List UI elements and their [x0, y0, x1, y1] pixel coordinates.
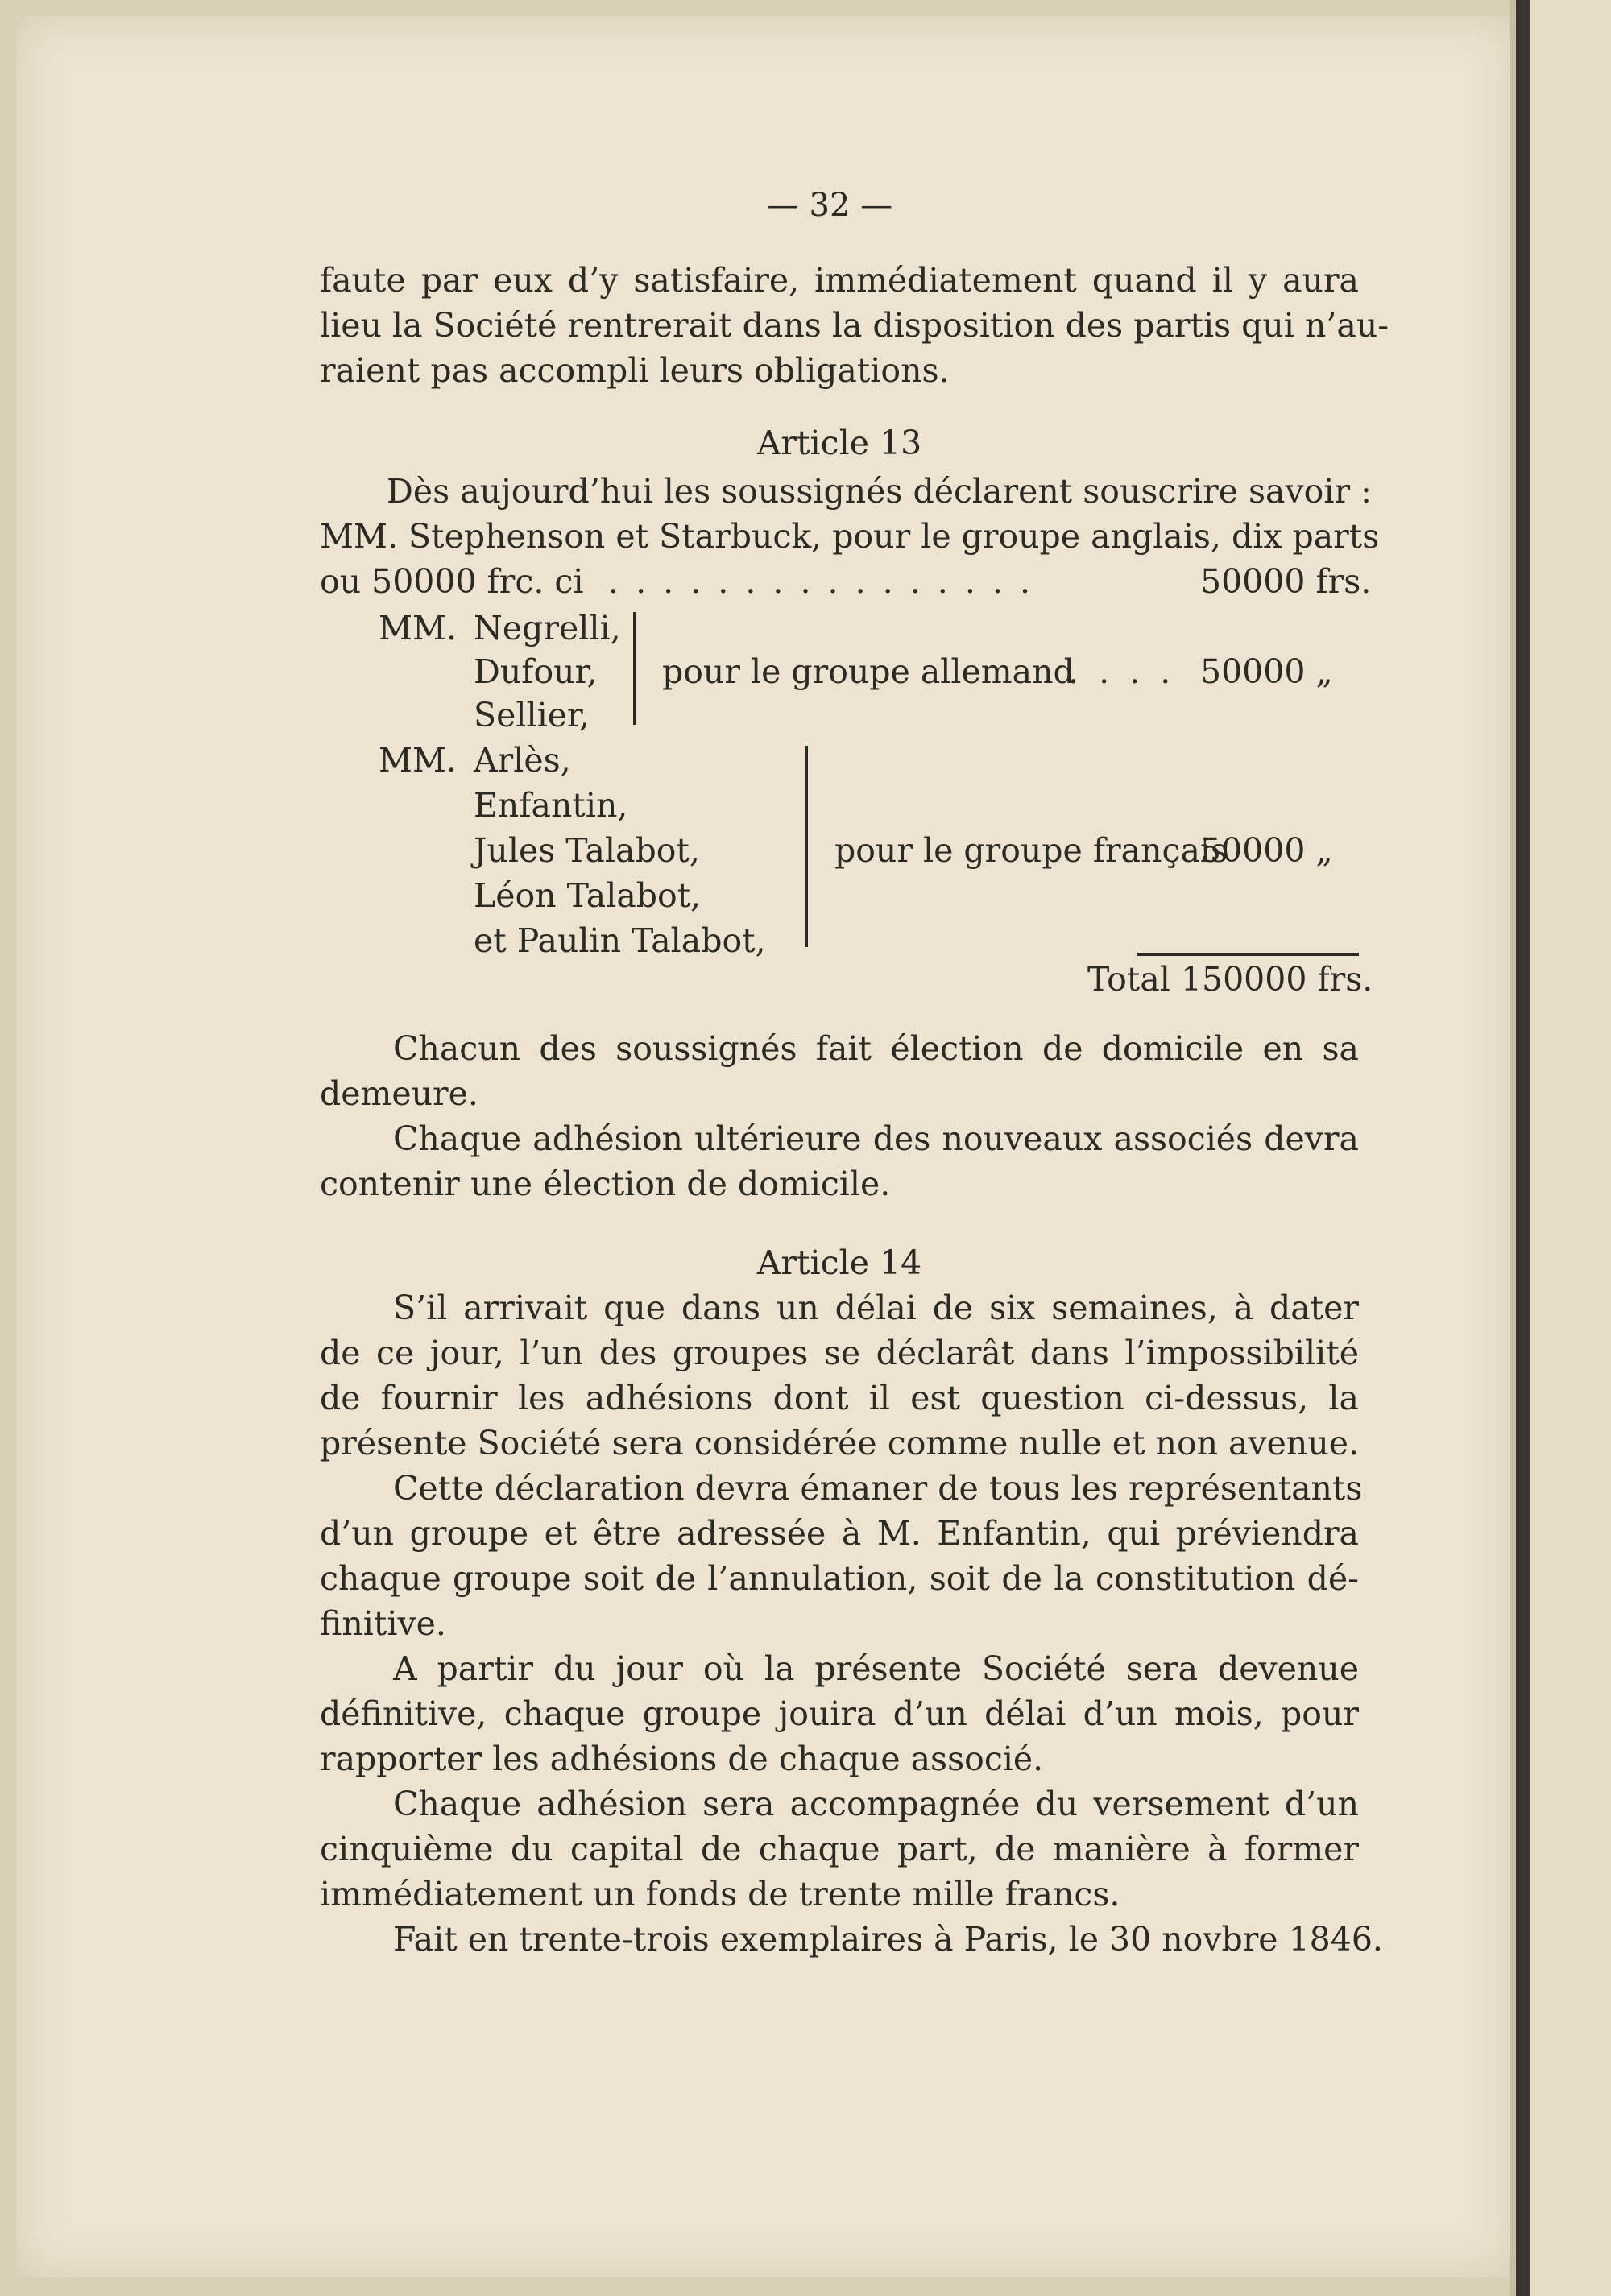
text-line: Dès aujourd’hui les soussignés déclarent souscrire savoir :: [387, 472, 1372, 511]
subscriber-name: Sellier,: [474, 696, 590, 734]
group-german-amount: 50000 „: [1200, 652, 1333, 691]
text-line: définitive, chaque groupe jouira d’un délai d’un mois, pour: [320, 1694, 1359, 1733]
page-gutter: [1510, 0, 1516, 2296]
page-number: — 32 —: [766, 187, 893, 224]
subscriber-name: Dufour,: [474, 652, 598, 691]
text-line: faute par eux d’y satisfaire, immédiatement quand il y aura: [320, 261, 1359, 300]
text-line: A partir du jour où la présente Société sera devenue: [393, 1649, 1359, 1688]
text-line: d’un groupe et être adressée à M. Enfantin, qui préviendra: [320, 1514, 1359, 1553]
article-heading: Article 14: [756, 1243, 922, 1282]
group-prefix: MM.: [379, 741, 457, 780]
subscriber-name: Enfantin,: [474, 786, 628, 825]
text-line: Fait en trente-trois exemplaires à Paris, le 30 novbre 1846.: [393, 1920, 1383, 1959]
text-line: lieu la Société rentrerait dans la disposition des partis qui n’au-: [320, 306, 1389, 345]
text-line: chaque groupe soit de l’annulation, soit de la constitution dé-: [320, 1559, 1359, 1598]
text-line: S’il arrivait que dans un délai de six semaines, à dater: [393, 1289, 1359, 1327]
total-line: Total 150000 frs.: [1087, 960, 1373, 999]
subscriber-name: Arlès,: [474, 741, 571, 780]
text-line: demeure.: [320, 1074, 478, 1113]
subscriber-name: Jules Talabot,: [474, 831, 700, 870]
text-line: de fournir les adhésions dont il est question ci-dessus, la: [320, 1379, 1359, 1417]
text-line: Chaque adhésion sera accompagnée du versement d’un: [393, 1785, 1359, 1823]
text-line: MM. Stephenson et Starbuck, pour le groupe anglais, dix parts: [320, 517, 1380, 556]
text-line: finitive.: [320, 1604, 446, 1643]
group-french-label: pour le groupe français: [834, 831, 1228, 870]
next-page-edge: [1530, 0, 1611, 2296]
article-heading: Article 13: [756, 424, 922, 462]
text-line: cinquième du capital de chaque part, de manière à former: [320, 1830, 1359, 1868]
group-german-label: pour le groupe allemand: [662, 652, 1075, 691]
subscription-english-amount: 50000 frs.: [1200, 562, 1372, 601]
text-line: Chacun des soussignés fait élection de domicile en sa: [393, 1029, 1359, 1068]
subscription-english-label: ou 50000 frc. ci: [320, 562, 584, 601]
text-line: Cette déclaration devra émaner de tous les représentants: [393, 1469, 1363, 1508]
subscriber-name: Léon Talabot,: [474, 876, 702, 915]
subscriber-name: Negrelli,: [474, 609, 621, 647]
text-line: Chaque adhésion ultérieure des nouveaux associés devra: [393, 1119, 1359, 1158]
text-line: rapporter les adhésions de chaque associé.: [320, 1740, 1044, 1778]
text-line: présente Société sera considérée comme nulle et non avenue.: [320, 1424, 1360, 1462]
binding-shadow: [1516, 0, 1530, 2296]
brace-french: [806, 746, 808, 947]
text-line: de ce jour, l’un des groupes se déclarât dans l’impossibilité: [320, 1334, 1359, 1372]
total-rule: [1137, 953, 1359, 956]
subscriber-name: et Paulin Talabot,: [474, 921, 766, 960]
group-french-amount: 50000 „: [1200, 831, 1333, 870]
group-prefix: MM.: [379, 609, 457, 647]
text-line: immédiatement un fonds de trente mille francs.: [320, 1875, 1120, 1913]
brace-german: [633, 612, 636, 725]
text-line: raient pas accompli leurs obligations.: [320, 351, 950, 390]
leader-dots: . . . .: [1068, 652, 1176, 691]
leader-dots: . . . . . . . . . . . . . . . .: [608, 562, 1034, 601]
text-line: contenir une élection de domicile.: [320, 1165, 891, 1203]
